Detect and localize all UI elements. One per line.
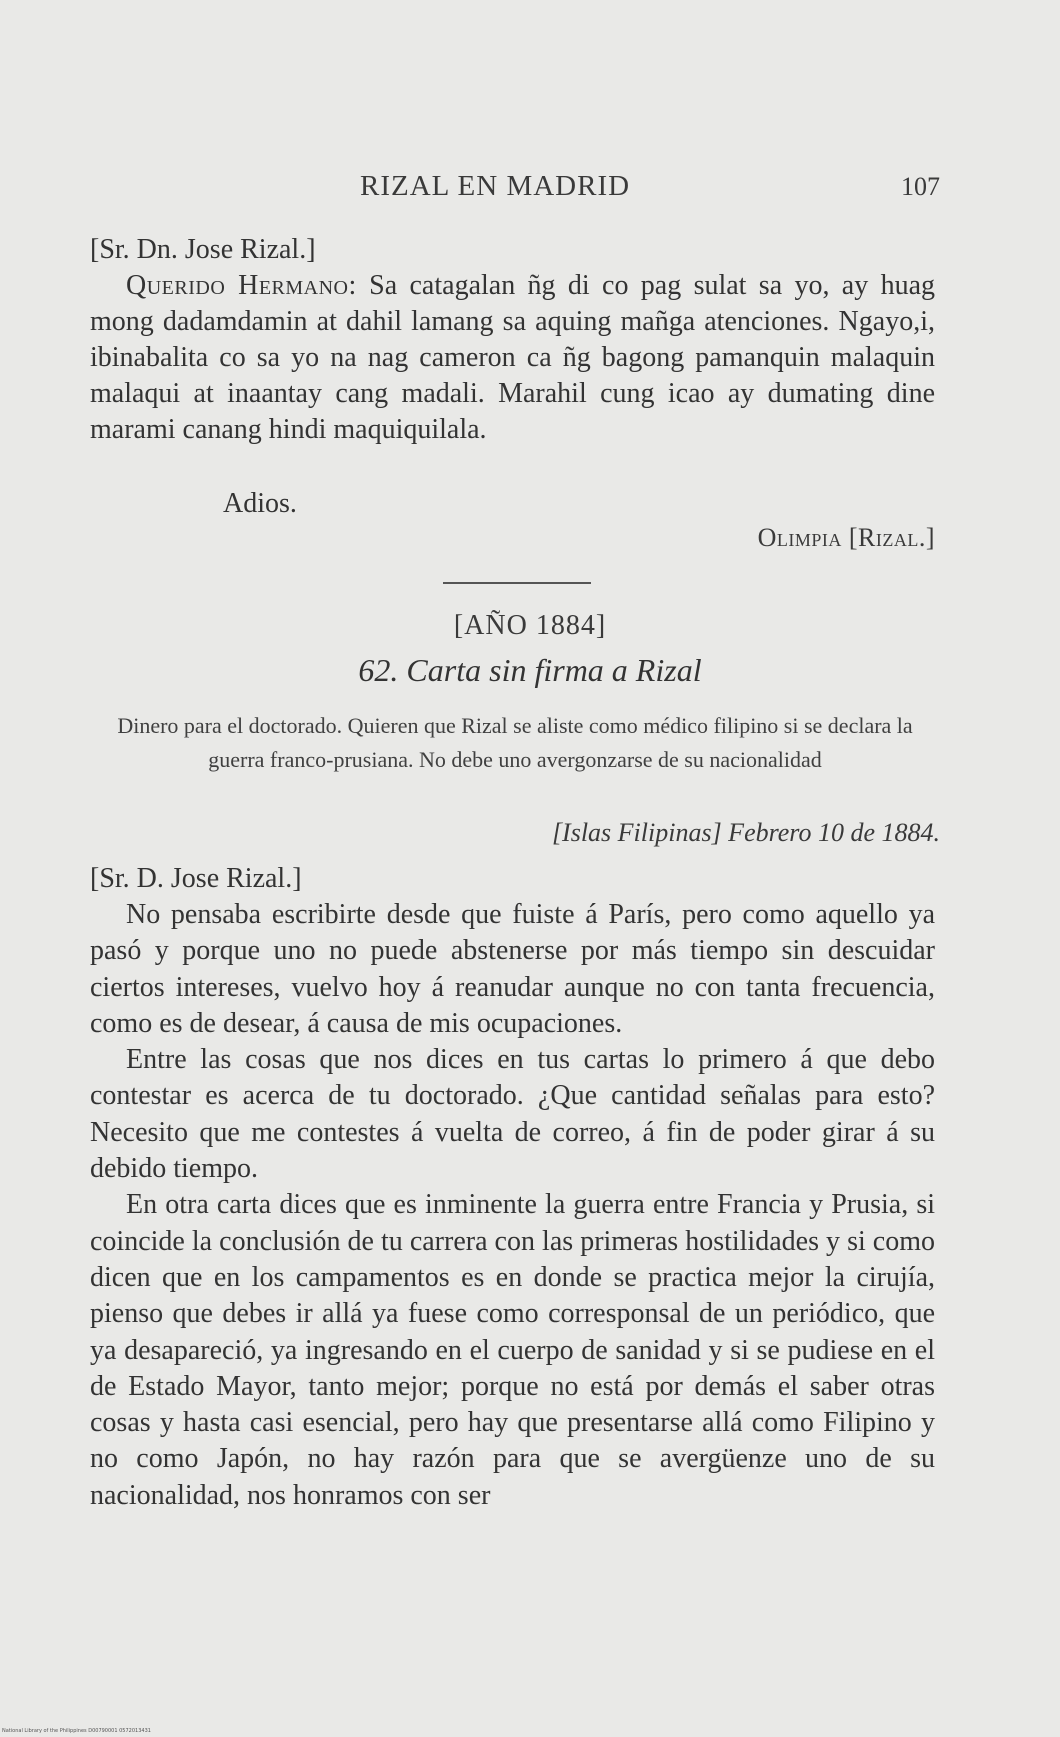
date-line: [Islas Filipinas] Febrero 10 de 1884. <box>551 818 940 847</box>
letter1-greeting: Querido Hermano: <box>126 270 357 301</box>
letter2-body <box>90 897 935 1514</box>
document-title: 62. Carta sin firma a Rizal <box>358 652 702 688</box>
letter1-paragraph <box>90 268 935 448</box>
letter2-paragraph-2: Entre las cosas que nos dices en tus cartas lo primero á que debo contestar es acerca de tu doctorado. ¿Que cantidad señalas para esto? Necesito que me contestes á vuelta de correo, á fin de poder girar á su debido tiempo. <box>90 1044 935 1185</box>
running-title: RIZAL EN MADRID <box>360 170 631 202</box>
page-number: 107 <box>901 172 940 201</box>
section-year: [AÑO 1884] <box>453 610 607 641</box>
page-header <box>90 170 940 210</box>
letter1-closing: Adios. <box>223 488 297 519</box>
letter1-salutation: [Sr. Dn. Jose Rizal.] <box>90 234 316 265</box>
letter1-body <box>90 268 935 448</box>
letter2-paragraph-3: En otra carta dices que es inminente la guerra entre Francia y Prusia, si coincide la conclusión de tu carrera con las primeras hostilidades y si como dicen que en los campamentos es en donde se practica mejor la cirujía, pienso que debes ir allá ya fuese como corresponsal de un periódico, que ya desapareció, ya ingresando en el cuerpo de sanidad y si se pudiese en el de Estado Mayor, tanto mejor; porque no está por demás el saber otras cosas y hasta casi esencial, pero hay que presentarse allá como Filipino y no como Japón, no hay razón para que se avergüenze uno de su nacionalidad, nos honramos con ser <box>90 1189 935 1511</box>
letter2-salutation: [Sr. D. Jose Rizal.] <box>90 863 302 894</box>
letter1-signature: Olimpia [Rizal.] <box>757 523 935 552</box>
source-tag: National Library of the Philippines D00790001 0572013431 <box>2 1728 151 1734</box>
section-divider <box>443 582 591 584</box>
document-summary: Dinero para el doctorado. Quieren que Rizal se aliste como médico filipino si se declara la guerra franco-prusiana. No debe uno avergonzarse de su nacionalidad <box>117 713 913 772</box>
letter2-paragraph-1: No pensaba escribirte desde que fuiste á París, pero como aquello ya pasó y porque uno no puede abstenerse por más tiempo sin descuidar ciertos intereses, vuelvo hoy á reanudar aunque no con tanta frecuencia, como es de desear, á causa de mis ocupaciones. <box>90 899 935 1039</box>
letter1-text: Sa catagalan ñg di co pag sulat sa yo, ay huag mong dadamdamin at dahil lamang sa aquing mañga atenciones. Ngayo,i, ibinabalita co sa yo na nag cameron ca ñg bagong pamanquin malaquin malaqui at inaantay cang madali. Marahil cung icao ay dumating dine marami canang hindi maquiquilala. <box>90 270 936 445</box>
